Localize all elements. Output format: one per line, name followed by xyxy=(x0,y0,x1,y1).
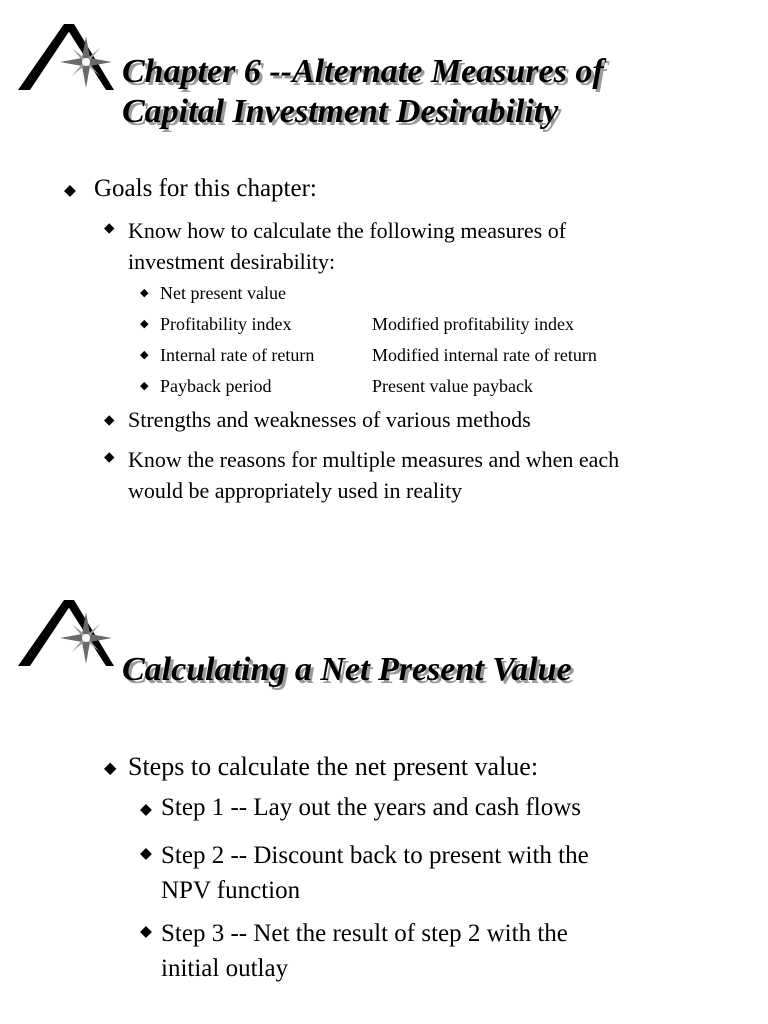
slide-1-title-line-1: Chapter 6 --Alternate Measures of xyxy=(122,53,604,90)
measure-left: Internal rate of return xyxy=(160,345,315,365)
step-3-text-line-2: initial outlay xyxy=(161,955,289,982)
logo-star-icon xyxy=(16,598,116,670)
measure-left: Payback period xyxy=(160,376,272,396)
strengths-text: Strengths and weaknesses of various methods xyxy=(128,407,531,432)
step-2-text-line-1: Step 2 -- Discount back to present with the xyxy=(161,842,589,869)
slide-1-title xyxy=(122,52,604,132)
reasons-text-line-1: Know the reasons for multiple measures and when each xyxy=(128,447,620,472)
measure-left: Net present value xyxy=(160,283,286,303)
bullet-diamond-icon: ◆ xyxy=(140,923,152,940)
goals-heading: Goals for this chapter: xyxy=(94,175,317,202)
bullet-diamond-icon: ◆ xyxy=(140,380,149,392)
bullet-diamond-icon: ◆ xyxy=(140,318,149,330)
bullet-diamond-icon: ◆ xyxy=(140,801,152,818)
bullet-diamond-icon: ◆ xyxy=(104,449,115,464)
bullet-diamond-icon: ◆ xyxy=(140,287,149,299)
bullet-diamond-icon: ◆ xyxy=(140,845,152,862)
slide-2-title-line: Calculating a Net Present Value xyxy=(122,651,572,688)
slide-1-title-line-2: Capital Investment Desirability xyxy=(122,93,559,131)
measure-right: Present value payback xyxy=(372,376,533,396)
step-3-text-line-1: Step 3 -- Net the result of step 2 with the xyxy=(161,920,568,947)
know-how-text-line-1: Know how to calculate the following measures of xyxy=(128,218,567,243)
bullet-diamond-icon: ◆ xyxy=(140,349,149,361)
bullet-diamond-icon: ◆ xyxy=(104,220,115,235)
reasons-text-line-2: would be appropriately used in reality xyxy=(128,478,463,503)
measure-right: Modified profitability index xyxy=(372,314,574,334)
step-2-text-line-2: NPV function xyxy=(161,877,301,904)
step-1-text: Step 1 -- Lay out the years and cash flows xyxy=(161,794,582,821)
bullet-diamond-icon: ◆ xyxy=(64,182,76,199)
steps-intro-text: Steps to calculate the net present value: xyxy=(128,752,539,781)
logo-star-icon xyxy=(16,22,116,94)
bullet-diamond-icon: ◆ xyxy=(104,412,115,427)
bullet-diamond-icon: ◆ xyxy=(104,760,117,777)
know-how-text-line-2: investment desirability: xyxy=(128,249,336,274)
slide-2-title xyxy=(122,650,572,690)
measure-left: Profitability index xyxy=(160,314,292,334)
measure-right: Modified internal rate of return xyxy=(372,345,597,365)
slide-2 xyxy=(0,512,768,1024)
